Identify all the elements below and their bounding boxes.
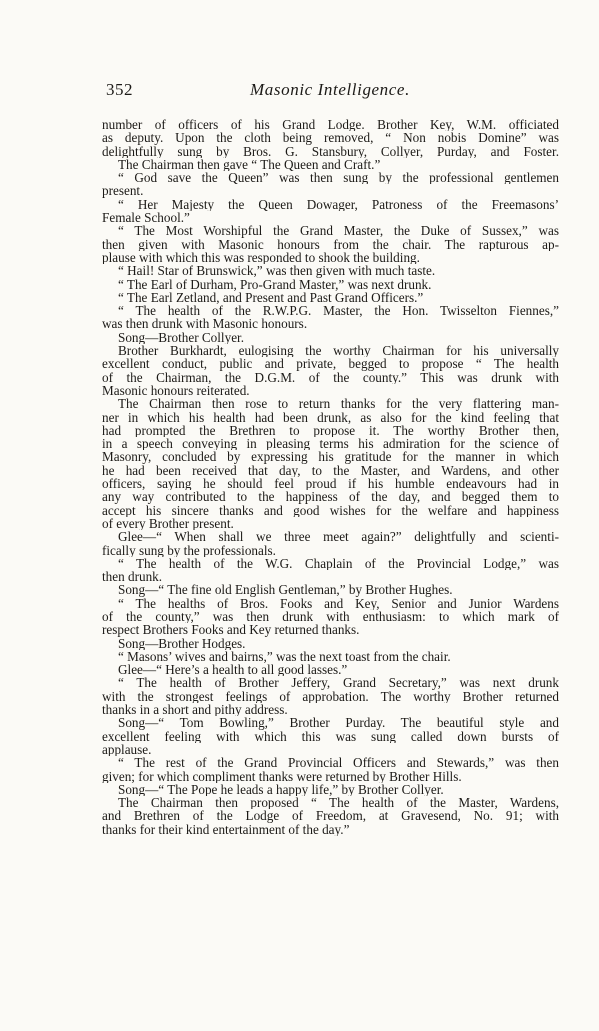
text-line: in a speech conveying in pleasing terms his admiration for the science of (102, 437, 559, 451)
text-line: thanks for their kind entertainment of the day.” (102, 822, 350, 837)
text-line: of every Brother present. (102, 516, 234, 531)
text-line: The Chairman then proposed “ The health of the Master, Wardens, (118, 796, 559, 810)
text-line: and Brethren of the Lodge of Freedom, at Gravesend, No. 91; with (102, 809, 559, 823)
text-line: given; for which compliment thanks were returned by Brother Hills. (102, 769, 462, 783)
page-number: 352 (106, 80, 133, 99)
text-line: Masonry, concluded by expressing his gratitude for the manner in which (102, 450, 559, 464)
text-line: accept his sincere thanks and good wishes for the welfare and happiness (102, 503, 559, 517)
text-line: “ The Earl Zetland, and Present and Past Grand Officers.” (118, 290, 424, 305)
text-line: delightfully sung by Bros. G. Stansbury, Collyer, Purday, and Foster. (102, 144, 559, 158)
text-line: Masonic honours reiterated. (102, 383, 250, 398)
text-line: fically sung by the professionals. (102, 543, 276, 557)
text-line: applause. (102, 742, 152, 757)
text-line: Song—“ The fine old English Gentleman,” by Brother Hughes. (118, 583, 453, 597)
text-line: plause with which this was responded to shook the building. (102, 250, 420, 265)
text-line: then given with Masonic honours from the chair. The rapturous ap- (102, 237, 559, 251)
text-line: “ God save the Queen” was then sung by the professional gentlemen (118, 171, 559, 185)
text-line: any way contributed to the happiness of the day, and begged them to (102, 490, 559, 504)
text-line: Brother Burkhardt, eulogising the worthy Chairman for his universally (118, 344, 559, 358)
running-title: Masonic Intelligence. (250, 80, 410, 99)
text-line: Female School.” (102, 211, 190, 225)
text-line: of the Chairman, the D.G.M. of the county.” This was drunk with (102, 370, 559, 384)
page-header (100, 80, 560, 104)
text-line: was then drunk with Masonic honours. (102, 317, 308, 331)
text-line: of the county,” was then drunk with enthusiasm: to which mark of (102, 609, 559, 624)
text-line: Song—Brother Collyer. (118, 330, 245, 345)
text-line: excellent feeling with which this was sung called down bursts of (102, 729, 559, 743)
text-line: “ The Earl of Durham, Pro-Grand Master,” was next drunk. (118, 277, 432, 291)
text-line: respect Brothers Fooks and Key returned thanks. (102, 623, 360, 637)
text-line: “ The health of the W.G. Chaplain of the Provincial Lodge,” was (118, 556, 559, 571)
text-line: then drunk. (102, 570, 163, 584)
text-line: had prompted the Brethren to propose it. The worthy Brother then, (102, 423, 559, 438)
text-line: with the strongest feelings of approbation. The worthy Brother returned (102, 689, 559, 704)
text-line: “ Masons’ wives and bairns,” was the next toast from the chair. (118, 649, 451, 664)
text-line: “ The health of the R.W.P.G. Master, the Hon. Twisselton Fiennes,” (118, 304, 559, 318)
text-line: Glee—“ When shall we three meet again?” delightfully and scienti- (118, 530, 559, 544)
text-line: thanks in a short and pithy address. (102, 703, 288, 717)
text-line: present. (102, 184, 144, 198)
text-line: “ The Most Worshipful the Grand Master, the Duke of Sussex,” was (118, 224, 559, 238)
article-body (102, 118, 559, 836)
text-line: “ The rest of the Grand Provincial Officers and Stewards,” was then (118, 756, 559, 770)
text-line: “ Her Majesty the Queen Dowager, Patroness of the Freemasons’ (118, 197, 559, 212)
text-line: “ The health of Brother Jeffery, Grand Secretary,” was next drunk (118, 676, 559, 690)
text-line: The Chairman then rose to return thanks for the very flattering man- (118, 397, 559, 411)
text-line: as deputy. Upon the cloth being removed, “ Non nobis Domine” was (102, 131, 559, 145)
text-line: “ Hail! Star of Brunswick,” was then given with much taste. (118, 264, 436, 278)
text-line: Song—“ The Pope he leads a happy life,” by Brother Collyer. (118, 782, 444, 797)
text-line: excellent conduct, public and private, begged to propose “ The health (102, 357, 559, 371)
text-line: Song—Brother Hodges. (118, 636, 246, 650)
text-line: The Chairman then gave “ The Queen and Craft.” (118, 157, 381, 172)
text-line: Song—“ Tom Bowling,” Brother Purday. The beautiful style and (118, 716, 559, 730)
text-line: number of officers of his Grand Lodge. Brother Key, W.M. officiated (102, 118, 559, 132)
text-line: Glee—“ Here’s a health to all good lasses.” (118, 663, 348, 677)
text-line: he had been received that day, to the Master, and Wardens, and other (102, 463, 559, 478)
text-line: officers, saying he should feel proud if his humble endeavours had in (102, 477, 559, 491)
text-line: “ The healths of Bros. Fooks and Key, Senior and Junior Wardens (118, 596, 559, 610)
text-line: ner in which his health had been drunk, as also for the kind feeling that (102, 410, 559, 424)
